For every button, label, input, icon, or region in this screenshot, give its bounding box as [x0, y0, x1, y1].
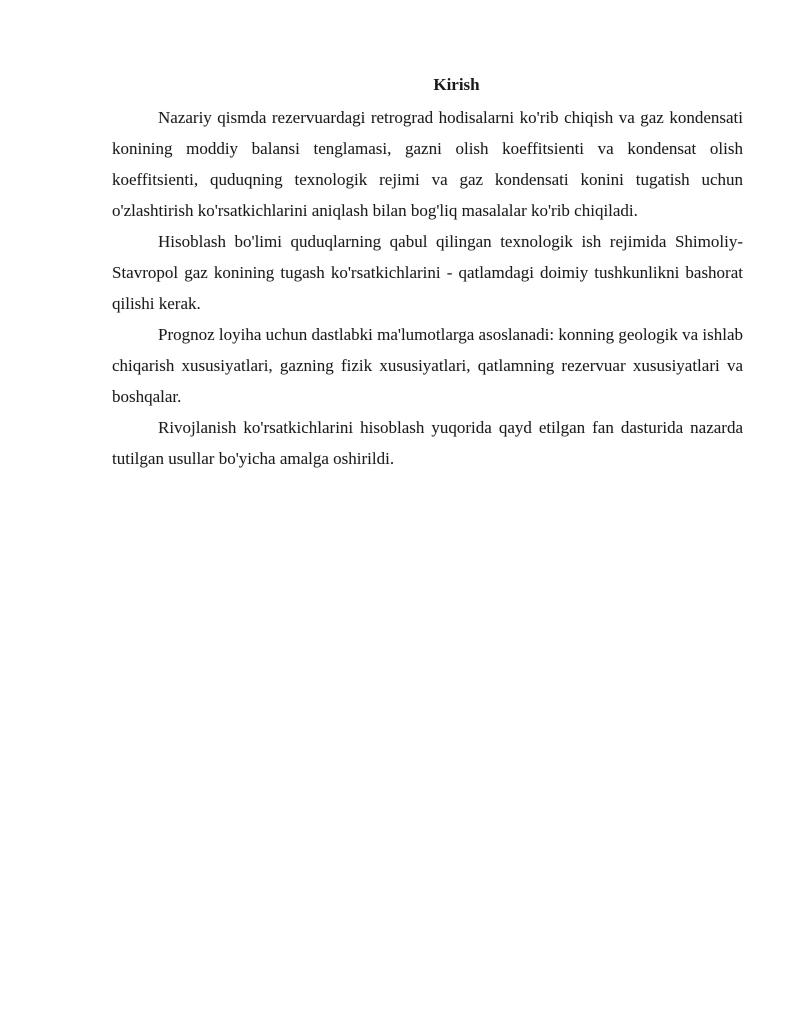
document-title: Kirish [433, 75, 480, 94]
paragraph-4: Rivojlanish ko'rsatkichlarini hisoblash yuqorida qayd etilgan fan dasturida nazarda tutilgan usullar bo'yicha amalga oshirildi. [112, 418, 743, 468]
paragraph-3: Prognoz loyiha uchun dastlabki ma'lumotlarga asoslanadi: konning geologik va ishlab chiqarish xususiyatlari, gazning fizik xususiyatlari, qatlamning rezervuar xususiyatlari va boshqalar. [112, 325, 743, 406]
document-page [112, 72, 743, 474]
paragraph-1: Nazariy qismda rezervuardagi retrograd hodisalarni ko'rib chiqish va gaz kondensati konining moddiy balansi tenglamasi, gazni olish koeffitsienti va kondensat olish koeffitsienti, quduqning texnologik rejimi va gaz kondensati konini tugatish uchun o'zlashtirish ko'rsatkichlarini aniqlash bilan bog'liq masalalar ko'rib chiqiladi. [112, 108, 743, 220]
paragraph-2: Hisoblash bo'limi quduqlarning qabul qilingan texnologik ish rejimida Shimoliy-Stavropol gaz konining tugash ko'rsatkichlarini - qatlamdagi doimiy tushkunlikni bashorat qilishi kerak. [112, 232, 743, 313]
